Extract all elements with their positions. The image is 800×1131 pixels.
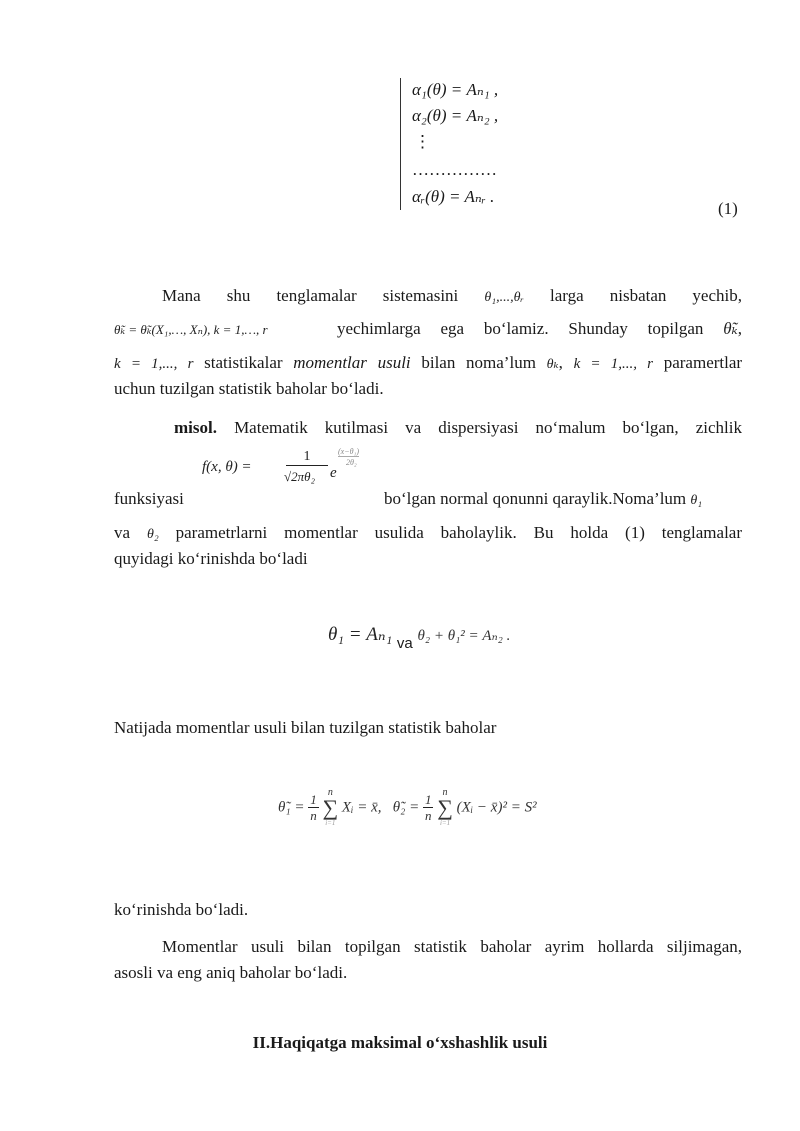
density-f-lhs: f(x, θ) =: [202, 459, 252, 475]
p1-text-a: Mana shu tenglamalar sistemasini: [162, 286, 459, 305]
p1-comma: ,: [737, 319, 743, 338]
sigma-icon: ∑: [322, 795, 339, 820]
system-vertical-dots: ⋮: [414, 132, 431, 151]
eq3-part1-frac: [308, 793, 319, 824]
paragraph-1-line-1: [114, 283, 742, 311]
eq3-part2-sum-top: n: [442, 787, 448, 798]
eq3-part2-lhs: θ̃₂ =: [392, 799, 420, 816]
p2-text-b: funksiyasi: [114, 489, 184, 508]
paragraph-2-line-3: [114, 520, 742, 548]
density-frac-den: √2πθ₂: [284, 469, 316, 484]
paragraph-2-line-2: [114, 486, 742, 512]
p2-text-e: parametrlarni momentlar usulida baholaylik. Bu holda (1) tenglamalar: [175, 523, 743, 542]
eq3-part2-sum-bottom: i=1: [439, 819, 451, 827]
eq2-right: θ₂ + θ₁² = Aₙ₂ .: [417, 628, 511, 644]
system-equation-r: αᵣ(θ) = Aₙᵣ .: [412, 187, 495, 206]
p2-line2-right: [384, 486, 702, 514]
eq3-part1-sum: [322, 788, 338, 828]
p1-estimate-formula: θ̃ₖ = θ̃ₖ(X₁,…, Xₙ), k = 1,…, r: [114, 322, 268, 337]
paragraph-2-line-1: [114, 415, 742, 441]
paragraph-3: Natijada momentlar usuli bilan tuzilgan statistik baholar: [114, 718, 497, 737]
eq3-part1-frac-num: 1: [310, 791, 317, 807]
p1-k-range: k = 1,..., r: [114, 356, 194, 372]
p2-text-d: va: [114, 523, 131, 542]
section-heading: II.Haqiqatga maksimal o‘xshashlik usuli: [252, 1033, 548, 1052]
eq2-middle: va: [396, 635, 413, 652]
p2-text-a: Matematik kutilmasi va dispersiyasi no‘malum bo‘lgan, zichlik: [234, 418, 743, 437]
p1-line2-right: [337, 316, 742, 342]
equation-estimates: [278, 788, 537, 828]
eq3-part1-sum-top: n: [327, 787, 333, 798]
eq3-part1-sum-bottom: i=1: [325, 819, 336, 827]
system-brace: [400, 78, 409, 210]
paragraph-1-line-4: uchun tuzilgan statistik baholar bo‘ladi.: [114, 379, 384, 398]
density-exp-base: e: [330, 465, 337, 481]
density-frac-num: 1: [286, 449, 328, 466]
eq3-part2-frac-num: 1: [424, 791, 432, 807]
eq3-part1-lhs: θ̃₁ =: [278, 799, 305, 816]
p2-theta2: θ₂: [146, 527, 159, 542]
p1-comma2: ,: [558, 353, 563, 372]
eq3-part2-sum: [437, 788, 453, 828]
p2-text-c: bo‘lgan normal qonunni qaraylik.Noma’lum: [384, 489, 687, 508]
p1-theta-k2: θₖ: [546, 357, 559, 372]
system-dotted-line: ……………: [412, 160, 497, 179]
equation-moments-system: [328, 623, 511, 652]
paragraph-1-line-2: [114, 316, 742, 343]
p1-k-range2: k = 1,..., r: [573, 356, 654, 372]
p1-text-f: paramertlar: [663, 353, 743, 372]
density-exp-den: 2θ₂: [346, 458, 357, 467]
paragraph-1-line-3: [114, 350, 742, 378]
paragraph-4: ko‘rinishda bo‘ladi.: [114, 900, 249, 919]
eq3-part1-frac-den: n: [310, 807, 317, 823]
equation-number-1: (1): [718, 199, 738, 218]
sigma-icon: ∑: [437, 795, 453, 820]
p1-theta-range: θ₁,...,θᵣ: [484, 290, 524, 305]
p2-bold-label: misol.: [174, 418, 217, 437]
system-equation-2: α₂(θ) = Aₙ₂ ,: [412, 106, 499, 125]
paragraph-5-line-1: Momentlar usuli bilan topilgan statistik baholar ayrim hollarda siljimagan,: [162, 937, 742, 956]
density-exp-num: (x−θ₁): [338, 447, 359, 456]
eq2-left: θ₁ = Aₙ₁: [328, 624, 393, 645]
p1-text-b: larga nisbatan yechib,: [550, 286, 743, 305]
p1-theta-k: θ̃ₖ: [723, 319, 738, 338]
p2-theta1: θ₁: [690, 493, 703, 508]
p1-text-d: statistikalar: [204, 353, 283, 372]
paragraph-2-line-4: quyidagi ko‘rinishda bo‘ladi: [114, 549, 308, 568]
p1-text-c: yechimlarga ega bo‘lamiz. Shunday topilgan: [337, 319, 704, 338]
paragraph-5-line-2: asosli va eng aniq baholar bo‘ladi.: [114, 963, 348, 982]
eq3-part1-rhs: Xᵢ = x̄,: [341, 799, 382, 816]
eq3-part2-rhs: (Xᵢ − x̄)² = S²: [456, 799, 537, 816]
system-equation-1: α₁(θ) = Aₙ₁ ,: [412, 80, 499, 99]
p1-italic-term: momentlar usuli: [293, 353, 411, 372]
p1-text-e: bilan noma’lum: [421, 353, 536, 372]
eq3-part2-frac: [423, 793, 434, 824]
eq3-part2-frac-den: n: [424, 807, 432, 823]
